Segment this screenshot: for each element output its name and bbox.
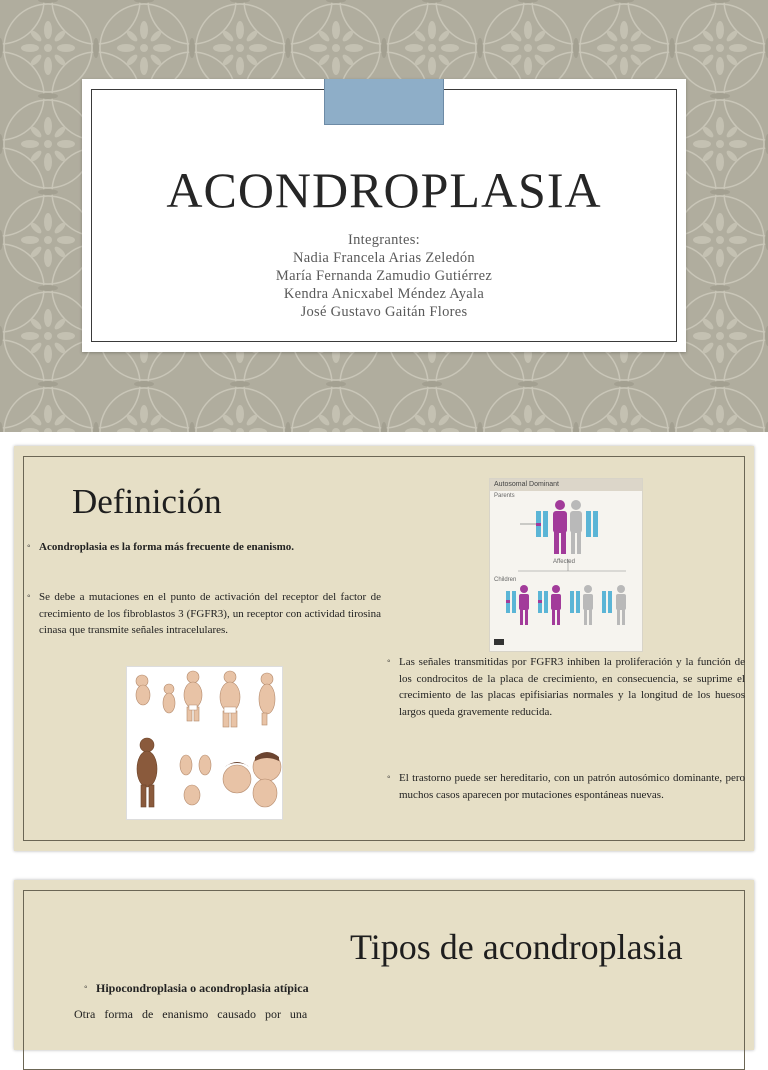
bullet-text: El trastorno puede ser hereditario, con un patrón autosómico dominante, pero muchos casos aparecen por mutaciones espontáneas nuevas.	[399, 772, 745, 801]
parents-label: Parents	[494, 493, 515, 499]
pedigree-figure	[489, 478, 643, 652]
author-name: María Fernanda Zamudio Gutiérrez	[275, 268, 493, 284]
title-slide	[0, 0, 768, 432]
pedigree-header: Autosomal Dominant	[490, 479, 642, 491]
bullet-icon: ◦	[84, 982, 88, 993]
bullet-item	[27, 539, 379, 556]
bullet-text: Las señales transmitidas por FGFR3 inhiben la proliferación y la función de los condrocitos de la placa de crecimiento, en consecuencia, se suprime el crecimiento de las placas epifisiarias normales y la longitud de los huesos largos queda gravemente reducida.	[399, 656, 745, 718]
bullet-item	[387, 654, 745, 720]
bullet-icon: ◦	[387, 656, 391, 667]
title-card	[82, 79, 686, 352]
bullet-item	[84, 980, 396, 997]
bullet-text: Hipocondroplasia o acondroplasia atípica	[96, 981, 309, 995]
bullet-item	[27, 589, 381, 639]
author-name: José Gustavo Gaitán Flores	[300, 304, 468, 320]
affected-label: Affected	[553, 559, 575, 565]
types-slide	[14, 880, 754, 1050]
illustration-figures	[127, 667, 282, 819]
achondroplasia-illustration	[126, 666, 283, 820]
bullet-item	[387, 770, 745, 803]
bullet-icon: ◦	[387, 772, 391, 783]
accent-tab	[324, 79, 444, 125]
paragraph-text: Otra forma de enanismo causado por una	[74, 1007, 308, 1021]
authors-block	[82, 231, 686, 321]
pedigree-diagram	[490, 479, 642, 651]
children-label: Children	[494, 577, 517, 583]
bullet-icon: ◦	[27, 541, 31, 552]
section-title: Definición	[72, 482, 222, 521]
bullet-text: Acondroplasia es la forma más frecuente de enanismo.	[39, 541, 295, 553]
bullet-icon: ◦	[27, 591, 31, 602]
author-name: Nadia Francela Arias Zeledón	[293, 250, 475, 266]
authors-label: Integrantes:	[347, 232, 421, 248]
bullet-text: Se debe a mutaciones en el punto de activación del receptor del factor de crecimiento de los fibroblastos 3 (FGFR3), un receptor con actividad tirosina cinasa que transmite señales intracelulares.	[39, 591, 381, 636]
author-name: Kendra Anicxabel Méndez Ayala	[283, 286, 485, 302]
section-title: Tipos de acondroplasia	[350, 927, 683, 967]
page-title: ACONDROPLASIA	[166, 162, 602, 218]
definition-slide	[14, 446, 754, 851]
